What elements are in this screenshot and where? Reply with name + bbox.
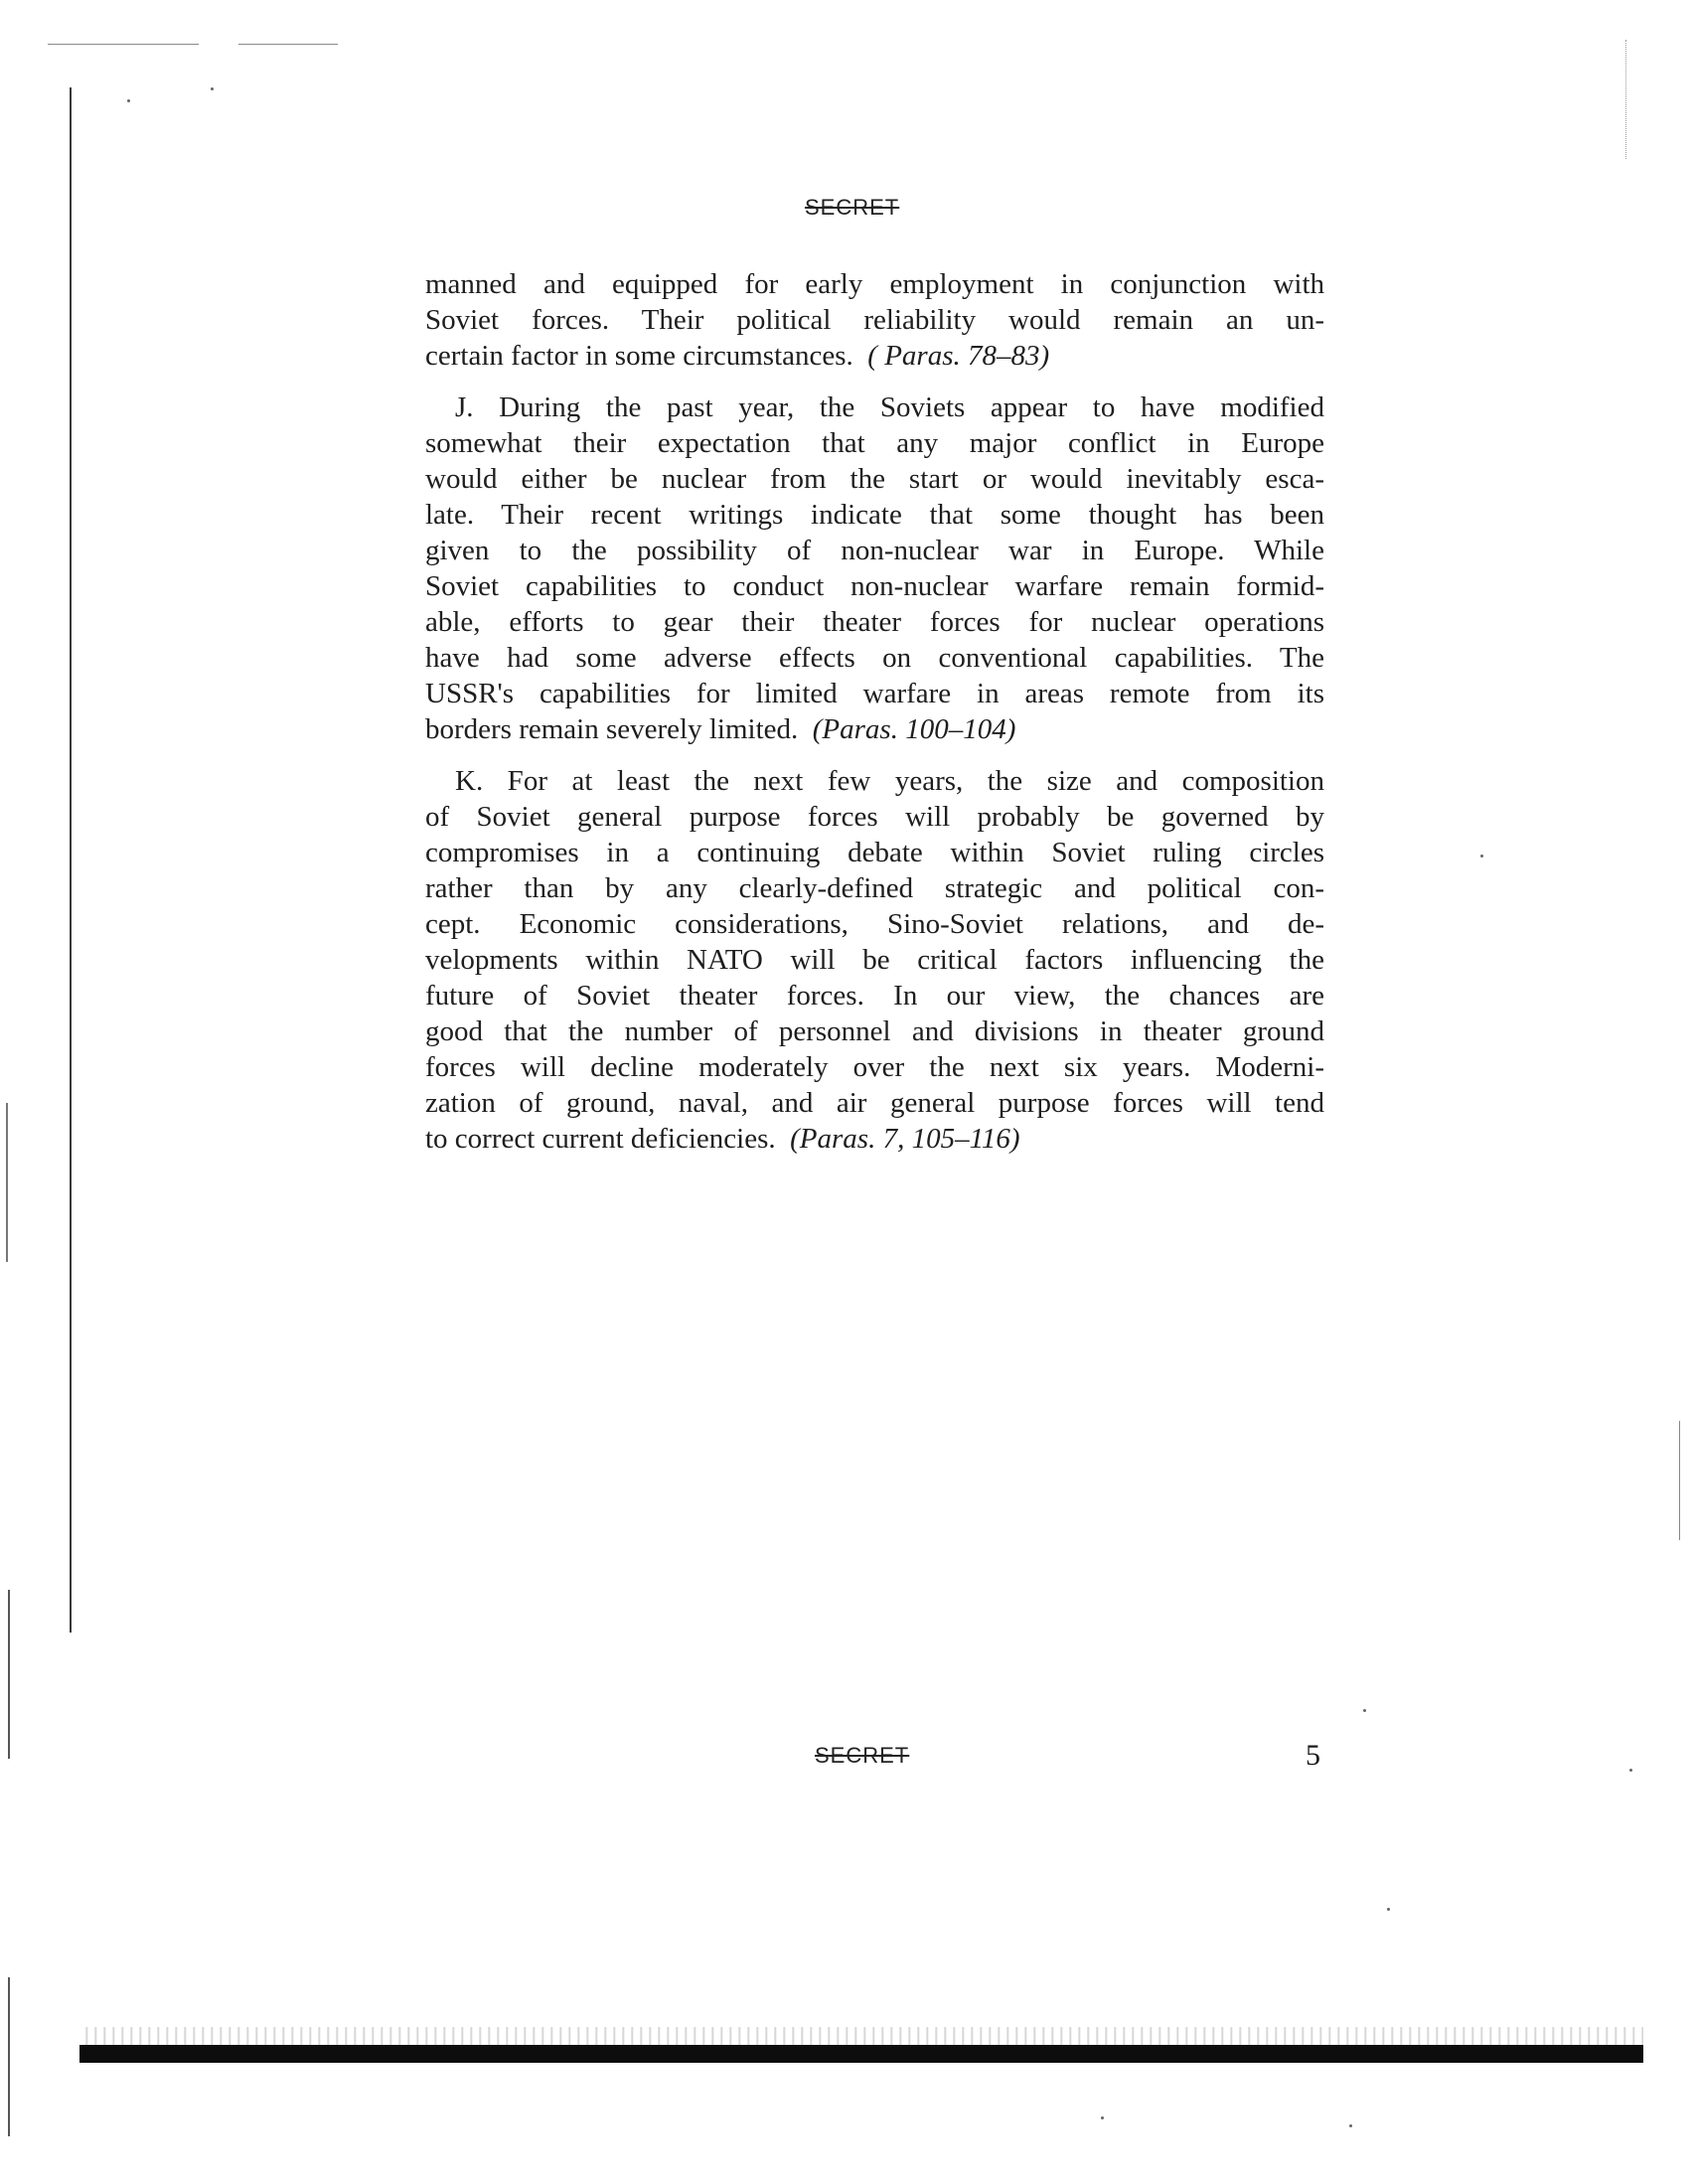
paragraph-reference: (Paras. 100–104) bbox=[812, 713, 1016, 745]
scan-artifact-rule bbox=[48, 44, 199, 45]
text-line: forces will decline moderately over the next six years. Moderni- bbox=[425, 1051, 1324, 1083]
paragraph-reference: (Paras. 7, 105–116) bbox=[790, 1123, 1020, 1155]
classification-header bbox=[805, 195, 899, 221]
text-line: given to the possibility of non-nuclear war in Europe. While bbox=[425, 535, 1324, 566]
scan-edge-line bbox=[8, 1977, 10, 2136]
text-line: able, efforts to gear their theater forces for nuclear operations bbox=[425, 606, 1324, 638]
text-line: rather than by any clearly-defined strategic and political con- bbox=[425, 872, 1324, 904]
classification-header-text: SECRET bbox=[805, 195, 900, 220]
scan-speck bbox=[127, 99, 130, 102]
page-number: 5 bbox=[1306, 1739, 1320, 1772]
text-line: J. During the past year, the Soviets appear to have modified bbox=[455, 391, 1324, 423]
scan-edge-line bbox=[6, 1103, 8, 1262]
text-line: late. Their recent writings indicate that some thought has been bbox=[425, 499, 1324, 531]
scan-speck bbox=[1363, 1709, 1366, 1712]
scan-edge-line bbox=[1625, 40, 1627, 159]
text-line: manned and equipped for early employment in conjunction with bbox=[425, 268, 1324, 300]
paragraph-k bbox=[425, 763, 1324, 1157]
text-line: K. For at least the next few years, the size and composition bbox=[455, 765, 1324, 797]
classification-footer-text: SECRET bbox=[815, 1743, 910, 1768]
text-line: compromises in a continuing debate within Soviet ruling circles bbox=[425, 837, 1324, 868]
text-line: would either be nuclear from the start or would inevitably esca- bbox=[425, 463, 1324, 495]
text-line: USSR's capabilities for limited warfare in areas remote from its bbox=[425, 678, 1324, 709]
text-line bbox=[425, 711, 1324, 747]
scan-speck bbox=[1387, 1908, 1390, 1911]
scan-speck bbox=[1629, 1769, 1632, 1772]
scan-bottom-bar bbox=[79, 2045, 1643, 2063]
text-line-content: to correct current deficiencies. bbox=[425, 1123, 776, 1155]
scan-edge-line bbox=[70, 87, 72, 1633]
text-line: velopments within NATO will be critical factors influencing the bbox=[425, 944, 1324, 976]
body-text bbox=[425, 266, 1324, 1172]
scan-speck bbox=[1349, 2124, 1352, 2127]
text-line: of Soviet general purpose forces will probably be governed by bbox=[425, 801, 1324, 833]
text-line bbox=[425, 1121, 1324, 1157]
paragraph-j bbox=[425, 390, 1324, 747]
paragraph-reference: ( Paras. 78–83) bbox=[867, 340, 1050, 372]
text-line-content: certain factor in some circumstances. bbox=[425, 340, 853, 372]
text-line: zation of ground, naval, and air general purpose forces will tend bbox=[425, 1087, 1324, 1119]
text-line-content: borders remain severely limited. bbox=[425, 713, 799, 745]
scan-speck bbox=[1480, 855, 1483, 858]
text-line: Soviet capabilities to conduct non-nuclear warfare remain formid- bbox=[425, 570, 1324, 602]
scan-speck bbox=[211, 87, 214, 90]
text-line: have had some adverse effects on conventional capabilities. The bbox=[425, 642, 1324, 674]
text-line: Soviet forces. Their political reliability would remain an un- bbox=[425, 304, 1324, 336]
scan-edge-line bbox=[8, 1590, 10, 1759]
paragraph-continuation bbox=[425, 266, 1324, 374]
scan-noise-strip bbox=[79, 2027, 1643, 2045]
scan-artifact-rule bbox=[238, 44, 338, 45]
text-line: cept. Economic considerations, Sino-Soviet relations, and de- bbox=[425, 908, 1324, 940]
classification-footer bbox=[815, 1743, 909, 1769]
text-line: good that the number of personnel and divisions in theater ground bbox=[425, 1015, 1324, 1047]
scan-speck bbox=[1101, 2116, 1104, 2119]
text-line: future of Soviet theater forces. In our view, the chances are bbox=[425, 980, 1324, 1012]
text-line: somewhat their expectation that any major conflict in Europe bbox=[425, 427, 1324, 459]
scan-edge-line bbox=[1679, 1421, 1680, 1540]
text-line bbox=[425, 338, 1324, 374]
